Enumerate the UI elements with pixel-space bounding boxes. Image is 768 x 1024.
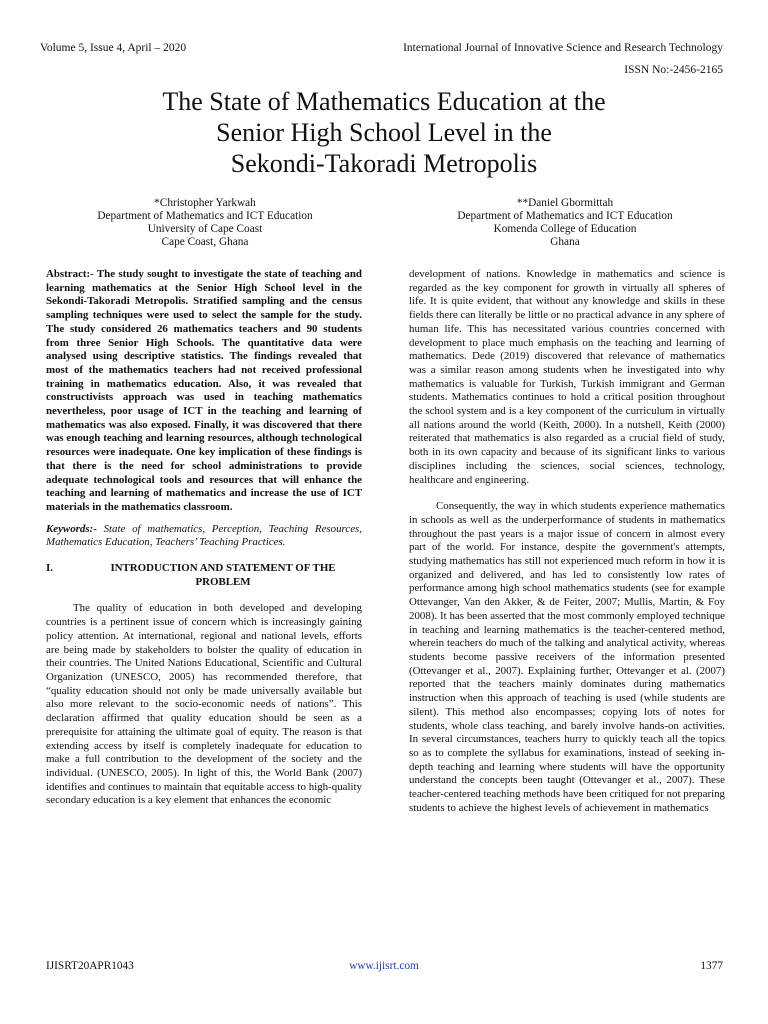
keywords-label: Keywords:- (46, 522, 97, 535)
author-institution: University of Cape Coast (147, 223, 263, 235)
author-block-2 (400, 197, 730, 249)
title-line-3: Sekondi-Takoradi Metropolis (230, 149, 538, 178)
journal-volume: Volume 5, Issue 4, April – 2020 (40, 42, 187, 54)
author-department: Department of Mathematics and ICT Education (457, 210, 673, 222)
body-paragraph: development of nations. Knowledge in mathematics and science is regarded as the key component for growth in virtually all spheres of life. It is quite evident, that without any knowledge and skills in these fields there can literally be little or no practical advance in any sphere of human life. This has necessitated various countries concerned with development to place much emphasis on the teaching and learning of mathematics. Dede (2019) discovered that relevance of mathematics was a similar reason among students when he investigated into why mathematics is valuable for Turkish, Turkish immigrant and German students. Mathematics continues to hold a critical position throughout the school system and is a key component of the curriculum in virtually all nations around the world (Keith, 2000). In a nutshell, Keith (2000) reiterated that mathematics is also regarded as a crucial field of study, both in its own capacity and because of its significant links to various disciplines including the sciences, social sciences, technology, healthcare and engineering. (409, 268, 725, 486)
author-block-1 (40, 197, 370, 249)
keywords (46, 523, 362, 550)
title-line-2: Senior High School Level in the (216, 118, 552, 147)
author-institution: Komenda College of Education (493, 223, 637, 235)
body-paragraph: The quality of education in both developed and developing countries is a pertinent issue of concern which is increasingly gaining policy attention. At international, regional and national levels, efforts are being made by stakeholders to bolster the quality of education in their countries. The United Nations Educational, Scientific and Cultural Organization (UNESCO, 2005) has recommended therefore, that “quality education should not only be made universally available but also more relevant to the socio-economic needs of nations”. This declaration affirmed that quality education should be seen as a prerequisite for attaining the ultimate goal of equity. The reason is that extending access by itself is completely inadequate for education to make a full contribution to the development of the society and the individual. (UNESCO, 2005). In light of this, the World Bank (2007) identifies and continues to maintain that equitable access to high-quality secondary education is a key element that enhances the economic (46, 602, 362, 807)
author-location: Cape Coast, Ghana (161, 236, 249, 248)
keywords-text: State of mathematics, Perception, Teaching Resources, Mathematics Education, Teachers’ Teaching Practices. (46, 522, 362, 549)
paper-title (60, 86, 708, 179)
abstract: Abstract:- The study sought to investigate the state of teaching and learning mathematics at the Senior High School level in the Sekondi-Takoradi Metropolis. Stratified sampling and the census sampling techniques were used to select the sample for the study. The study considered 26 mathematics teachers and 90 students from three Senior High Schools. The quantitative data were analysed using descriptive statistics. The findings revealed that most of the mathematics teachers had not received professional training in mathematics education. Also, it was revealed that constructivists approach was used in teaching mathematics nevertheless, poor usage of ICT in the teaching and learning of mathematics was also exposed. Finally, it was discovered that there was enough teaching and learning resources, although technological resources were inadequate. One key implication of these findings is that there is the need for school administrations to provide adequate technological tools and resources that will enhance the teaching and learning of mathematics and increase the use of ICT materials in the mathematics classroom. (46, 268, 362, 513)
author-name: *Christopher Yarkwah (154, 197, 256, 209)
journal-name: International Journal of Innovative Science and Research Technology (403, 42, 723, 54)
section-title: INTRODUCTION AND STATEMENT OF THE PROBLEM (110, 562, 336, 588)
issn: ISSN No:-2456-2165 (624, 64, 723, 76)
website-link[interactable]: www.ijisrt.com (349, 960, 419, 972)
author-location: Ghana (550, 236, 580, 248)
section-heading (46, 562, 362, 589)
paper-code: IJISRT20APR1043 (46, 960, 134, 972)
author-department: Department of Mathematics and ICT Education (97, 210, 313, 222)
right-column (409, 268, 725, 815)
body-paragraph: Consequently, the way in which students experience mathematics in schools as well as the underperformance of students in mathematics throughout the past years is a major issue of concern in almost every part of the world. For instance, despite the government's attempts, studying mathematics has still not experienced much reform in how it is organized and delivered, and has led to consistently low rates of performance among high school mathematics students (see for example Ottevanger, Van den Akker, & de Feiter, 2007; Mullis, Martin, & Foy 2008). It has been asserted that the most commonly employed technique in teaching and learning mathematics is the teacher-centered method, wherein teachers do much of the talking and analytical activity, whereas students become passive receivers of the information presented (Ottevanger et al., 2007). Explaining further, Ottevanger et al. (2007) reported that the teachers mainly dominates during mathematics instruction when this approach of teaching is used (while students are silent). This method also encompasses; copying lots of notes for students, whole class teaching, and barely involve hands-on activities. In several circumstances, teachers hurry to quickly teach all the topics so as to complete the syllabus for examinations, instead of seeking in-depth teaching and learning where students will have the opportunity understand the concepts been taught (Ottevanger et al., 2007). These teacher-centered teaching methods have been critiqued for not preparing students to achieve the highest levels of achievement in mathematics (409, 500, 725, 814)
title-line-1: The State of Mathematics Education at the (162, 87, 606, 116)
page-number: 1377 (700, 960, 723, 972)
section-number: I. (46, 562, 53, 575)
left-column (46, 268, 362, 808)
author-name: **Daniel Gbormittah (516, 197, 614, 209)
